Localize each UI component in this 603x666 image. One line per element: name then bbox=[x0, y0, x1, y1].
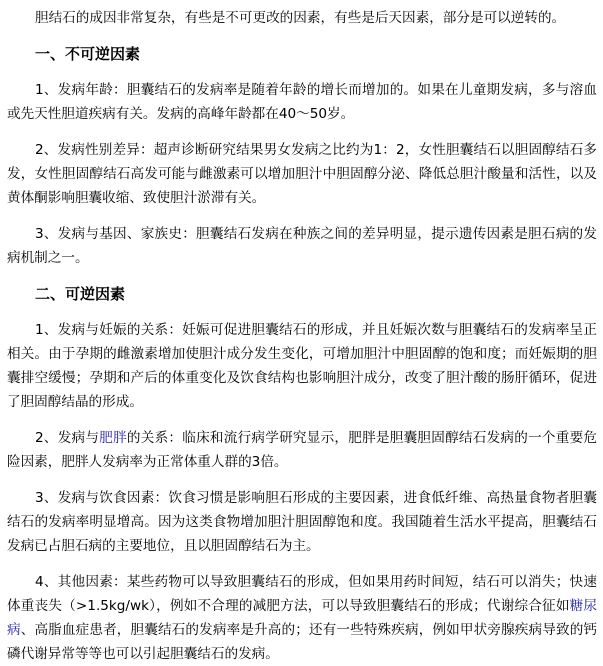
section-heading-irreversible: 一、不可逆因素 bbox=[35, 45, 141, 63]
paragraph-genetics: 3、发病与基因、家族史：胆囊结石发病在种族之间的差异明显，提示遗传因素是胆石病的发病机制之一。 bbox=[7, 226, 597, 266]
text-segment: 2、发病与 bbox=[35, 430, 100, 446]
paragraph-diet: 3、发病与饮食因素：饮食习惯是影响胆石形成的主要因素，进食低纤维、高热量食物者胆囊结石的发病率明显增高。因为这类食物增加胆汁胆固醇饱和度。我国随着生活水平提高，胆囊结石发病已占胆石病的主要地位，且以胆固醇结石为主。 bbox=[7, 490, 597, 554]
section-heading-reversible: 二、可逆因素 bbox=[35, 285, 126, 303]
paragraph-other bbox=[7, 570, 597, 666]
paragraph-gender: 2、发病性别差异：超声诊断研究结果男女发病之比约为1：2，女性胆囊结石以胆固醇结石多发，女性胆固醇结石高发可能与雌激素可以增加胆汁中胆固醇分泌、降低总胆汁酸量和活性，以及黄体酮影响胆囊收缩、致使胆汁淤滞有关。 bbox=[7, 142, 597, 206]
obesity-link[interactable]: 肥胖 bbox=[99, 430, 127, 446]
text-segment: 4、其他因素：某些药物可以导致胆囊结石的形成，但如果用药时间短，结石可以消失；快速体重丧失（>1.5kg/wk），例如不合理的减肥方法，可以导致胆囊结石的形成；代谢综合征如 bbox=[7, 574, 597, 614]
intro-paragraph: 胆结石的成因非常复杂，有些是不可更改的因素，有些是后天因素，部分是可以逆转的。 bbox=[35, 10, 566, 26]
paragraph-obesity bbox=[7, 426, 597, 474]
text-segment: 、高脂血症患者，胆囊结石的发病率是升高的；还有一些特殊疾病，例如甲状旁腺疾病导致的钙磷代谢异常等等也可以引起胆囊结石的发病。 bbox=[7, 622, 598, 662]
paragraph-age: 1、发病年龄：胆囊结石的发病率是随着年龄的增长而增加的。如果在儿童期发病，多与溶血或先天性胆道疾病有关。发病的高峰年龄都在40～50岁。 bbox=[7, 82, 597, 122]
diabetes-link[interactable]: 糖尿病 bbox=[7, 598, 598, 638]
text-segment: 的关系：临床和流行病学研究显示，肥胖是胆囊胆固醇结石发病的一个重要危险因素，肥胖人发病率为正常体重人群的3倍。 bbox=[7, 430, 598, 470]
paragraph-pregnancy: 1、发病与妊娠的关系：妊娠可促进胆囊结石的形成，并且妊娠次数与胆囊结石的发病率呈正相关。由于孕期的雌激素增加使胆汁成分发生变化，可增加胆汁中胆固醇的饱和度；而妊娠期的胆囊排空缓慢；孕期和产后的体重变化及饮食结构也影响胆汁成分，改变了胆汁酸的肠肝循环，促进了胆固醇结晶的形成。 bbox=[7, 322, 597, 410]
